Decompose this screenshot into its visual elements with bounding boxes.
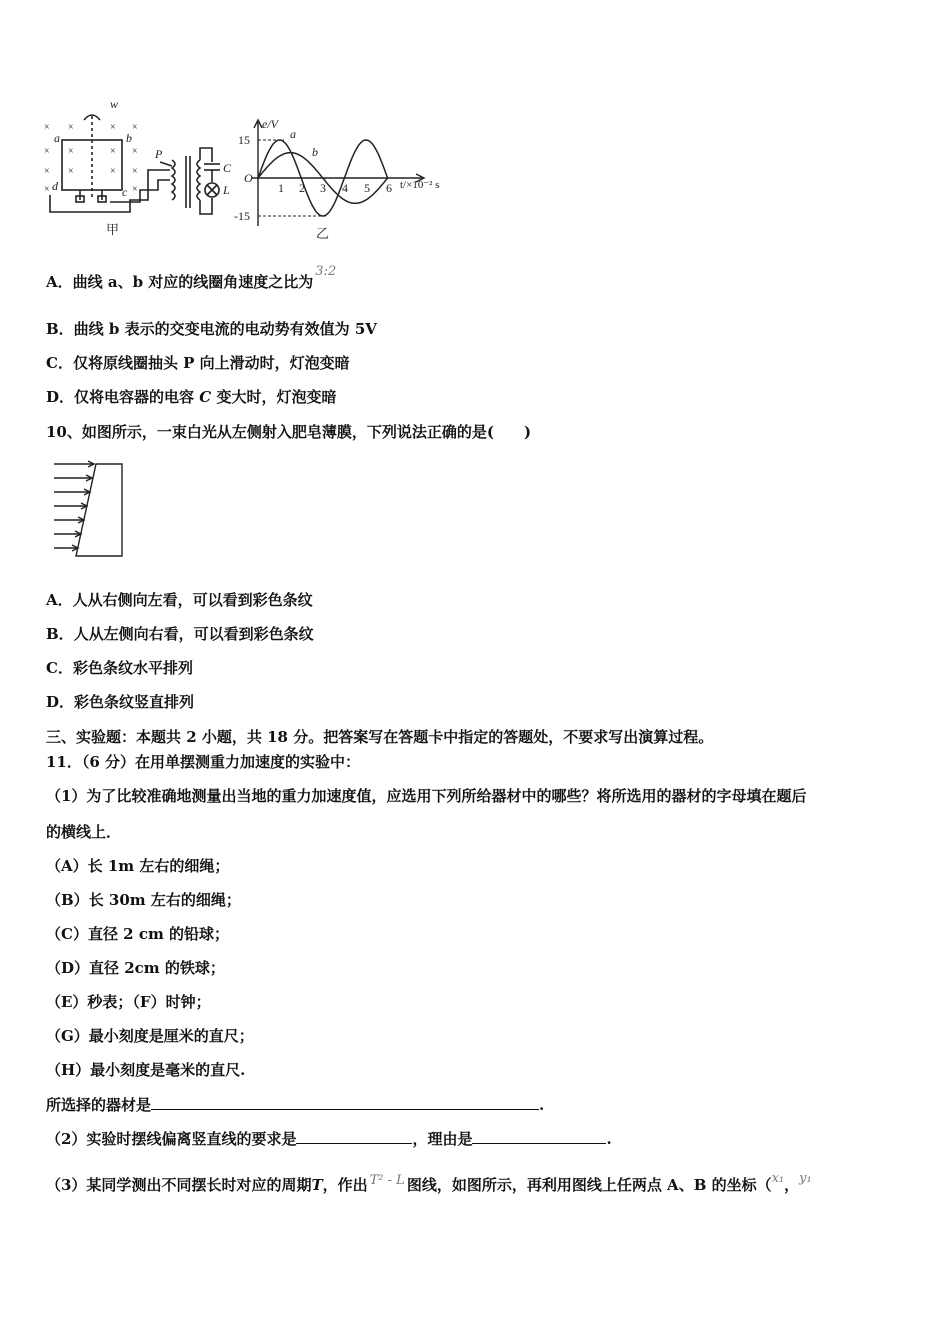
coord-x1: x₁ (771, 1171, 785, 1186)
q11-stem: 11．（6 分）在用单摆测重力加速度的实验中： (46, 753, 361, 771)
x-axis-label: t/×10⁻² s (400, 179, 440, 191)
svg-text:×: × (44, 166, 50, 177)
q9-option-c: C．仅将原线圈抽头 P 向上滑动时，灯泡变暗 (46, 354, 350, 372)
label-P: P (155, 147, 163, 161)
section-3-heading: 三、实验题：本题共 2 小题，共 18 分。把答案写在答题卡中指定的答题处，不要求写出演算过程。 (46, 728, 714, 746)
coord-y1: y₁ (799, 1171, 812, 1186)
q11-part1-line2: 的横线上． (46, 823, 122, 841)
curve-b-label: b (312, 145, 318, 159)
svg-text:×: × (132, 122, 138, 133)
svg-text:×: × (132, 146, 138, 157)
q11-option-b: （B）长 30m 左右的细绳； (46, 891, 241, 909)
figure-jia-circuit (40, 100, 240, 240)
figure-yi-caption: 乙 (316, 226, 330, 241)
q10-option-c: C．彩色条纹水平排列 (46, 659, 193, 677)
q9-option-a: A．曲线 a、b 对应的线圈角速度之比为3:2 (46, 264, 337, 291)
x-tick-1: 1 (278, 181, 284, 195)
label-C: C (223, 161, 232, 175)
label-d: d (52, 179, 58, 193)
x-tick-5: 5 (364, 181, 370, 195)
q11-option-ef: （E）秒表；（F）时钟； (46, 993, 211, 1011)
deviation-answer-blank[interactable] (296, 1128, 412, 1144)
label-L: L (223, 183, 230, 197)
label-a: a (54, 131, 60, 145)
label-b: b (126, 131, 132, 145)
q11-chosen-equipment: 所选择的器材是 . (46, 1096, 545, 1114)
q11-option-d: （D）直径 2cm 的铁球； (46, 959, 225, 977)
x-tick-2: 2 (299, 181, 305, 195)
tap-p-arrow (160, 162, 172, 166)
t-squared-l-formula: T² - L (369, 1173, 405, 1188)
soap-film-figure (50, 456, 126, 560)
y-tick-15: 15 (238, 133, 250, 147)
figure-jia-caption: 甲 (106, 222, 120, 237)
label-c: c (122, 185, 128, 199)
q11-option-a: （A）长 1m 左右的细绳； (46, 857, 230, 875)
q10-option-a: A．人从右侧向左看，可以看到彩色条纹 (46, 591, 313, 609)
secondary-coil (197, 160, 200, 200)
svg-text:×: × (110, 166, 116, 177)
q11-option-h: （H）最小刻度是毫米的直尺. (46, 1061, 246, 1079)
figure-yi-chart (230, 116, 470, 244)
q9-option-b: B．曲线 b 表示的交变电流的电动势有效值为 5V (46, 320, 377, 338)
svg-text:×: × (110, 122, 116, 133)
y-tick-minus15: -15 (234, 209, 250, 223)
q10-stem: 10、如图所示，一束白光从左侧射入肥皂薄膜，下列说法正确的是( ) (46, 423, 532, 441)
svg-text:×: × (44, 184, 50, 195)
q11-part3: （3）某同学测出不同摆长时对应的周期T，作出 T² - L 图线，如图所示，再利用图线上任两点 A、B 的坐标（x₁，y₁ (46, 1171, 812, 1194)
x-tick-4: 4 (342, 181, 348, 195)
q10-option-d: D．彩色条纹竖直排列 (46, 693, 195, 711)
x-tick-3: 3 (320, 181, 326, 195)
svg-text:×: × (110, 146, 116, 157)
q10-option-b: B．人从左侧向右看，可以看到彩色条纹 (46, 625, 314, 643)
svg-text:×: × (132, 184, 138, 195)
x-tick-6: 6 (386, 181, 392, 195)
q11-part1-line1: （1）为了比较准确地测量出当地的重力加速度值，应选用下列所给器材中的哪些？将所选用的器材的字母填在题后 (46, 787, 807, 805)
svg-text:×: × (68, 146, 74, 157)
svg-text:×: × (132, 166, 138, 177)
svg-text:×: × (44, 146, 50, 157)
q9-option-d: D．仅将电容器的电容 C 变大时，灯泡变暗 (46, 388, 337, 406)
q9-ratio: 3:2 (315, 264, 337, 279)
label-omega: w (110, 100, 119, 111)
svg-text:×: × (68, 166, 74, 177)
q11-option-c: （C）直径 2 cm 的铅球； (46, 925, 230, 943)
svg-text:×: × (44, 122, 50, 133)
reason-answer-blank[interactable] (472, 1128, 606, 1144)
curve-a-label: a (290, 127, 296, 141)
y-axis-label: e/V (262, 117, 278, 131)
origin-label: O (244, 171, 253, 185)
svg-text:×: × (68, 122, 74, 133)
q11-part2: （2）实验时摆线偏离竖直线的要求是 ，理由是 . (46, 1130, 612, 1148)
q11-option-g: （G）最小刻度是厘米的直尺； (46, 1027, 254, 1045)
primary-coil (172, 160, 175, 200)
equipment-answer-blank[interactable] (151, 1094, 539, 1110)
